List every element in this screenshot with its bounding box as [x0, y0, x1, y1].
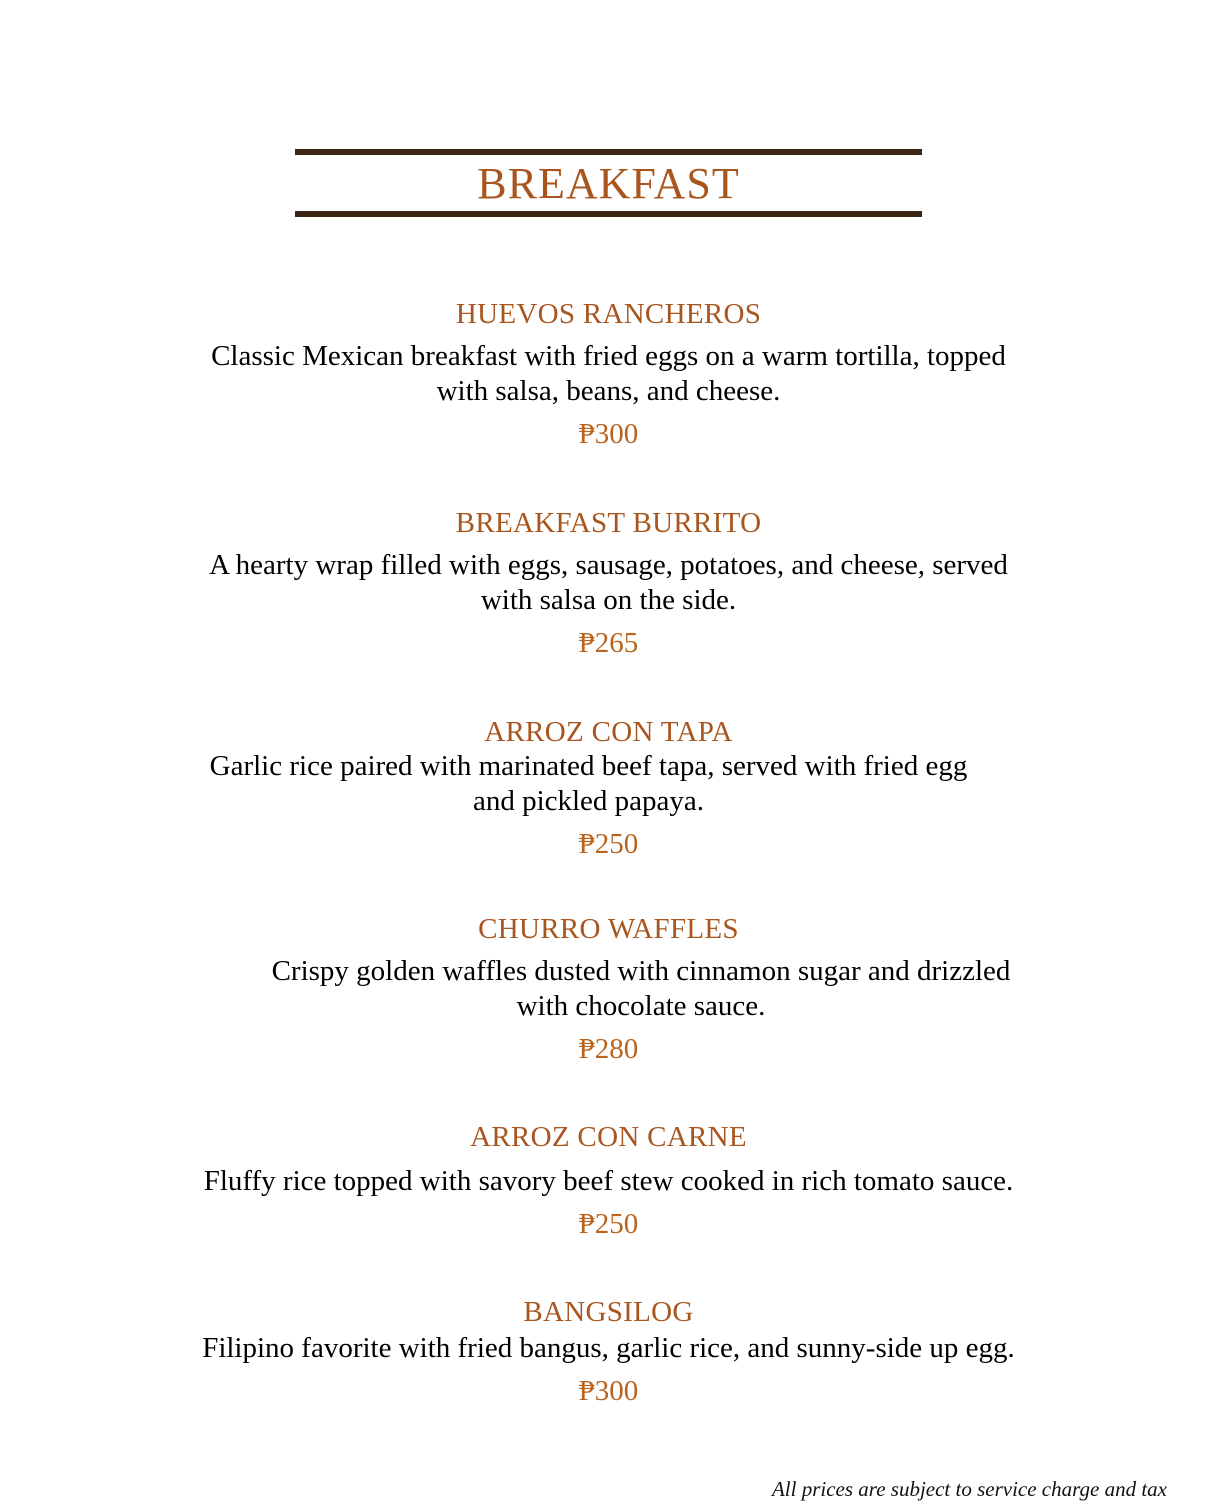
page-title: BREAKFAST	[477, 159, 740, 208]
menu-item-churro-waffles	[0, 912, 1207, 1066]
item-description-line: and pickled papaya.	[472, 785, 705, 817]
item-name: HUEVOS RANCHEROS	[455, 298, 762, 330]
item-description	[0, 1164, 1207, 1199]
item-description	[65, 954, 1207, 1024]
item-description	[0, 1331, 1207, 1366]
item-description-line: with salsa, beans, and cheese.	[436, 375, 781, 407]
menu-item-arroz-con-carne	[0, 1120, 1207, 1241]
item-description-line: Crispy golden waffles dusted with cinnamon sugar and drizzled	[271, 955, 1011, 987]
item-price: ₱265	[578, 627, 639, 659]
item-description-line: Filipino favorite with fried bangus, garlic rice, and sunny-side up egg.	[202, 1332, 1015, 1364]
item-name: ARROZ CON CARNE	[470, 1121, 747, 1153]
menu-item-bangsilog	[0, 1295, 1207, 1408]
item-description	[0, 749, 1207, 819]
item-description-line: Classic Mexican breakfast with fried eggs on a warm tortilla, topped	[211, 340, 1006, 372]
item-description-line: Garlic rice paired with marinated beef tapa, served with fried egg	[209, 750, 968, 782]
item-name: ARROZ CON TAPA	[484, 716, 733, 748]
item-description-line: A hearty wrap filled with eggs, sausage, potatoes, and cheese, served	[209, 549, 1008, 581]
item-description	[0, 339, 1207, 409]
menu-item-arroz-con-tapa	[0, 715, 1207, 861]
menu-item-breakfast-burrito	[0, 506, 1207, 660]
item-description-line: with chocolate sauce.	[516, 990, 766, 1022]
item-price: ₱300	[578, 1375, 639, 1407]
item-name: BANGSILOG	[523, 1296, 694, 1328]
item-description-line: with salsa on the side.	[480, 584, 737, 616]
price-disclaimer: All prices are subject to service charge and tax	[771, 1477, 1167, 1501]
title-rule-bottom	[295, 211, 922, 217]
menu-item-huevos-rancheros	[0, 297, 1207, 451]
item-price: ₱250	[578, 828, 639, 860]
item-description	[0, 548, 1207, 618]
item-price: ₱280	[578, 1033, 639, 1065]
item-price: ₱250	[578, 1208, 639, 1240]
item-price: ₱300	[578, 418, 639, 450]
item-name: BREAKFAST BURRITO	[455, 507, 762, 539]
item-name: CHURRO WAFFLES	[478, 913, 739, 945]
title-rule-top	[295, 149, 922, 155]
item-description-line: Fluffy rice topped with savory beef stew cooked in rich tomato sauce.	[203, 1165, 1014, 1197]
